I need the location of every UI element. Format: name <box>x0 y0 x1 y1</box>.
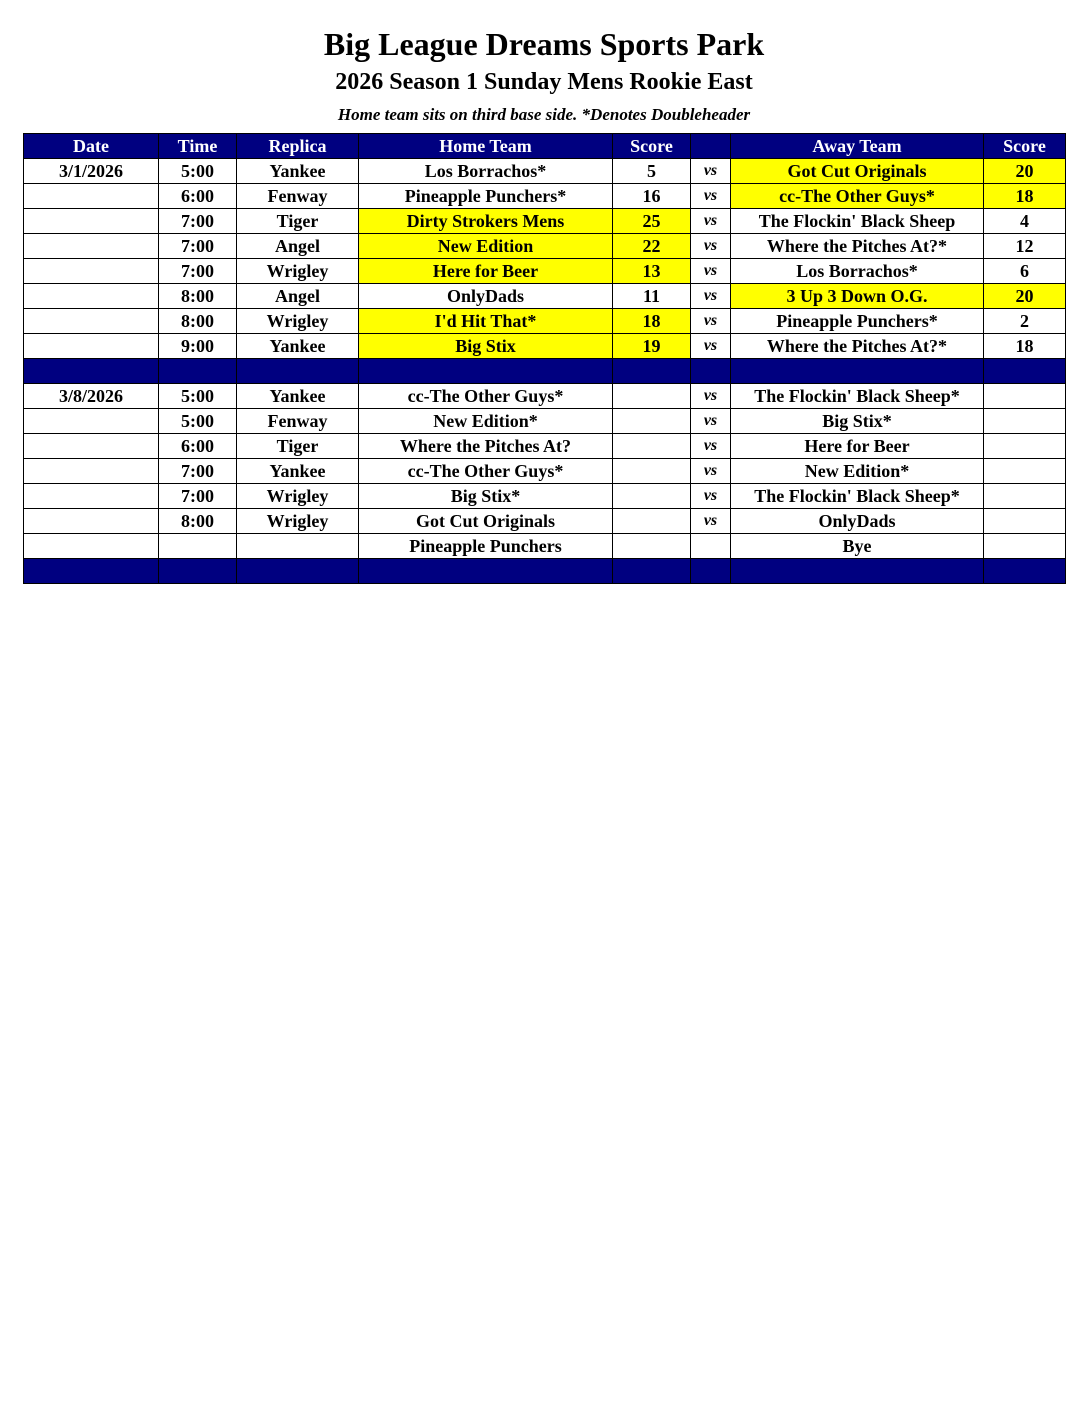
cell-away-score <box>984 434 1066 459</box>
cell-away-score <box>984 534 1066 559</box>
cell-home-score: 11 <box>613 284 691 309</box>
cell-home-score: 19 <box>613 334 691 359</box>
cell-home-score <box>613 409 691 434</box>
separator-cell <box>731 359 984 384</box>
cell-time: 8:00 <box>159 284 237 309</box>
cell-time: 5:00 <box>159 384 237 409</box>
cell-vs: vs <box>691 334 731 359</box>
cell-home-team: cc-The Other Guys* <box>359 459 613 484</box>
cell-time: 6:00 <box>159 434 237 459</box>
table-row <box>24 184 1066 209</box>
separator-cell <box>691 359 731 384</box>
cell-home-score <box>613 434 691 459</box>
cell-home-score: 22 <box>613 234 691 259</box>
cell-home-team: Pineapple Punchers* <box>359 184 613 209</box>
cell-date <box>24 309 159 334</box>
schedule-body <box>24 159 1066 584</box>
cell-time: 8:00 <box>159 509 237 534</box>
cell-home-team: Here for Beer <box>359 259 613 284</box>
cell-away-score: 6 <box>984 259 1066 284</box>
cell-date <box>24 484 159 509</box>
cell-away-team: Bye <box>731 534 984 559</box>
cell-home-team: Dirty Strokers Mens <box>359 209 613 234</box>
cell-replica: Yankee <box>237 384 359 409</box>
schedule-note: Home team sits on third base side. *Denotes Doubleheader <box>337 105 751 124</box>
separator-cell <box>613 559 691 584</box>
cell-replica: Yankee <box>237 159 359 184</box>
cell-replica: Wrigley <box>237 309 359 334</box>
cell-away-score: 18 <box>984 184 1066 209</box>
cell-away-score <box>984 409 1066 434</box>
cell-date <box>24 184 159 209</box>
cell-home-team: Where the Pitches At? <box>359 434 613 459</box>
cell-away-team: cc-The Other Guys* <box>731 184 984 209</box>
cell-vs: vs <box>691 284 731 309</box>
cell-home-score: 13 <box>613 259 691 284</box>
cell-away-team: The Flockin' Black Sheep <box>731 209 984 234</box>
cell-time <box>159 534 237 559</box>
table-row <box>24 284 1066 309</box>
cell-away-score <box>984 384 1066 409</box>
cell-date <box>24 509 159 534</box>
table-row <box>24 409 1066 434</box>
header-vs <box>691 134 731 159</box>
cell-away-score: 4 <box>984 209 1066 234</box>
cell-replica: Angel <box>237 284 359 309</box>
cell-date <box>24 209 159 234</box>
cell-replica: Wrigley <box>237 509 359 534</box>
cell-home-team: Got Cut Originals <box>359 509 613 534</box>
separator-cell <box>159 359 237 384</box>
cell-date <box>24 434 159 459</box>
cell-away-team: Where the Pitches At?* <box>731 334 984 359</box>
cell-home-score: 18 <box>613 309 691 334</box>
cell-home-team: I'd Hit That* <box>359 309 613 334</box>
cell-time: 7:00 <box>159 459 237 484</box>
cell-away-score: 20 <box>984 159 1066 184</box>
cell-replica: Yankee <box>237 334 359 359</box>
cell-replica: Yankee <box>237 459 359 484</box>
cell-vs: vs <box>691 209 731 234</box>
cell-home-score: 16 <box>613 184 691 209</box>
separator-cell <box>359 359 613 384</box>
separator-cell <box>24 559 159 584</box>
separator-cell <box>237 559 359 584</box>
cell-away-team: New Edition* <box>731 459 984 484</box>
cell-date <box>24 459 159 484</box>
cell-replica: Angel <box>237 234 359 259</box>
cell-home-score <box>613 384 691 409</box>
cell-away-team: OnlyDads <box>731 509 984 534</box>
separator-cell <box>359 559 613 584</box>
cell-time: 7:00 <box>159 209 237 234</box>
cell-replica: Wrigley <box>237 259 359 284</box>
cell-replica: Fenway <box>237 409 359 434</box>
cell-replica: Wrigley <box>237 484 359 509</box>
separator-row <box>24 559 1066 584</box>
separator-cell <box>613 359 691 384</box>
cell-date: 3/8/2026 <box>24 384 159 409</box>
cell-date: 3/1/2026 <box>24 159 159 184</box>
cell-away-team: Los Borrachos* <box>731 259 984 284</box>
cell-date <box>24 534 159 559</box>
cell-vs: vs <box>691 384 731 409</box>
separator-cell <box>984 559 1066 584</box>
separator-cell <box>691 559 731 584</box>
cell-time: 5:00 <box>159 409 237 434</box>
cell-away-team: The Flockin' Black Sheep* <box>731 384 984 409</box>
cell-away-score <box>984 509 1066 534</box>
table-row <box>24 534 1066 559</box>
cell-time: 7:00 <box>159 259 237 284</box>
separator-row <box>24 359 1066 384</box>
header-home-team: Home Team <box>359 134 613 159</box>
cell-away-team: 3 Up 3 Down O.G. <box>731 284 984 309</box>
header-away-team: Away Team <box>731 134 984 159</box>
cell-home-score: 25 <box>613 209 691 234</box>
cell-away-team: Here for Beer <box>731 434 984 459</box>
page-subtitle: 2026 Season 1 Sunday Mens Rookie East <box>335 69 753 95</box>
separator-cell <box>159 559 237 584</box>
header-away-score: Score <box>984 134 1066 159</box>
cell-replica <box>237 534 359 559</box>
header-replica: Replica <box>237 134 359 159</box>
table-row <box>24 209 1066 234</box>
cell-home-score <box>613 534 691 559</box>
cell-home-score <box>613 509 691 534</box>
table-row <box>24 159 1066 184</box>
header-date: Date <box>24 134 159 159</box>
cell-home-score: 5 <box>613 159 691 184</box>
cell-away-score: 20 <box>984 284 1066 309</box>
separator-cell <box>237 359 359 384</box>
separator-cell <box>731 559 984 584</box>
table-row <box>24 334 1066 359</box>
header-time: Time <box>159 134 237 159</box>
cell-vs: vs <box>691 484 731 509</box>
cell-date <box>24 409 159 434</box>
table-row <box>24 434 1066 459</box>
cell-away-team: Where the Pitches At?* <box>731 234 984 259</box>
table-row <box>24 309 1066 334</box>
cell-time: 9:00 <box>159 334 237 359</box>
table-row <box>24 509 1066 534</box>
cell-home-team: cc-The Other Guys* <box>359 384 613 409</box>
cell-time: 6:00 <box>159 184 237 209</box>
separator-cell <box>24 359 159 384</box>
table-row <box>24 259 1066 284</box>
table-row <box>24 384 1066 409</box>
page-title: Big League Dreams Sports Park <box>323 26 765 62</box>
cell-vs: vs <box>691 434 731 459</box>
cell-away-team: Pineapple Punchers* <box>731 309 984 334</box>
cell-home-team: New Edition* <box>359 409 613 434</box>
table-row <box>24 459 1066 484</box>
cell-date <box>24 284 159 309</box>
cell-away-team: The Flockin' Black Sheep* <box>731 484 984 509</box>
cell-time: 7:00 <box>159 234 237 259</box>
cell-away-score: 12 <box>984 234 1066 259</box>
cell-home-team: New Edition <box>359 234 613 259</box>
cell-vs <box>691 534 731 559</box>
cell-replica: Fenway <box>237 184 359 209</box>
cell-time: 5:00 <box>159 159 237 184</box>
cell-vs: vs <box>691 309 731 334</box>
cell-home-score <box>613 484 691 509</box>
cell-home-team: Pineapple Punchers <box>359 534 613 559</box>
header-home-score: Score <box>613 134 691 159</box>
cell-vs: vs <box>691 234 731 259</box>
table-row <box>24 234 1066 259</box>
cell-vs: vs <box>691 459 731 484</box>
header-row <box>24 134 1066 159</box>
cell-away-score: 18 <box>984 334 1066 359</box>
cell-vs: vs <box>691 259 731 284</box>
cell-date <box>24 234 159 259</box>
cell-away-score <box>984 484 1066 509</box>
cell-home-team: OnlyDads <box>359 284 613 309</box>
table-row <box>24 484 1066 509</box>
cell-vs: vs <box>691 409 731 434</box>
cell-away-team: Got Cut Originals <box>731 159 984 184</box>
separator-cell <box>984 359 1066 384</box>
cell-date <box>24 334 159 359</box>
cell-home-team: Big Stix* <box>359 484 613 509</box>
cell-away-score: 2 <box>984 309 1066 334</box>
cell-home-team: Big Stix <box>359 334 613 359</box>
cell-away-score <box>984 459 1066 484</box>
cell-away-team: Big Stix* <box>731 409 984 434</box>
cell-date <box>24 259 159 284</box>
cell-vs: vs <box>691 509 731 534</box>
cell-time: 7:00 <box>159 484 237 509</box>
cell-replica: Tiger <box>237 209 359 234</box>
cell-replica: Tiger <box>237 434 359 459</box>
cell-home-team: Los Borrachos* <box>359 159 613 184</box>
cell-vs: vs <box>691 159 731 184</box>
cell-vs: vs <box>691 184 731 209</box>
cell-home-score <box>613 459 691 484</box>
schedule-table <box>23 133 1066 584</box>
cell-time: 8:00 <box>159 309 237 334</box>
